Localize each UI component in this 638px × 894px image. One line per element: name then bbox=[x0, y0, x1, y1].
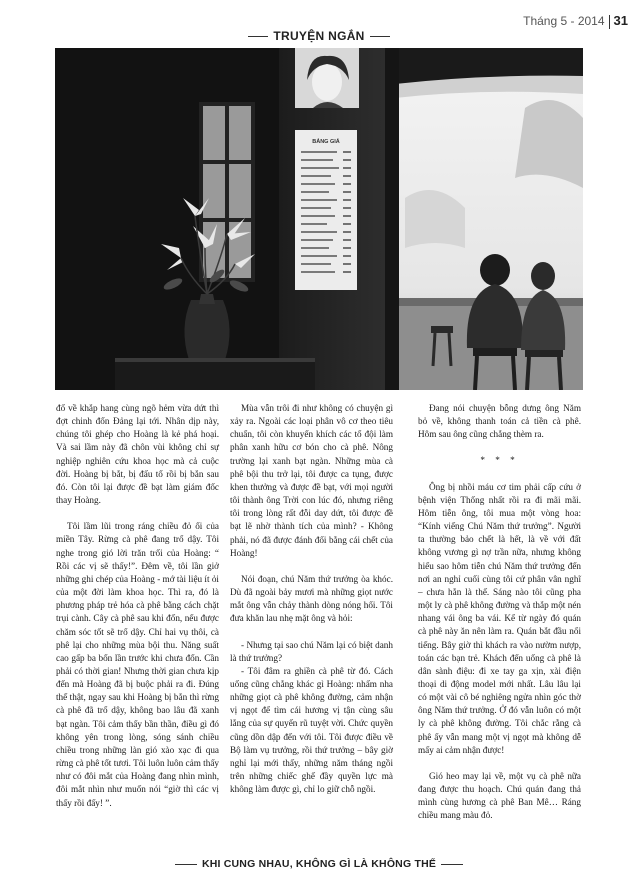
price-board-title: BẢNG GIÁ bbox=[312, 139, 340, 145]
left-rule bbox=[248, 36, 268, 37]
text-column-3 bbox=[418, 402, 581, 823]
section-label bbox=[0, 29, 638, 43]
issue-date: Tháng 5 - 2014 bbox=[523, 14, 605, 28]
paragraph: Mùa vẫn trôi đi như không có chuyện gì xảy ra. Ngoài các loại phân vô cơ theo tiêu chuẩn, tôi còn khuyến khích các tổ đội làm phân xanh hữu cơ bón cho cà phê. Nông trường lại xanh bạt ngàn. Những mùa cà phê bội thu trở lại, tôi được ca tụng, được khen thưởng và được đề bạt, với mọi người tôi thành ông Trời con lúc đó, nhưng riêng tôi trong lòng rất đỗi day dứt, tôi được đề bạt lẽ nhờ thành tích của mình? - Không phải, nó đã được đánh đổi bằng cái chết của Hoàng! bbox=[230, 403, 393, 558]
paragraph: Đang nói chuyện bỗng dưng ông Năm bỏ về, không thanh toán cả tiền cà phê. Hôm sau ông cũng chẳng thèm ra. bbox=[418, 403, 581, 440]
text-column-1 bbox=[56, 402, 219, 810]
section-break: * * * bbox=[480, 455, 519, 466]
story-photo bbox=[55, 48, 583, 390]
paragraph: Tôi lầm lũi trong ráng chiều đỏ ối của miền Tây. Rừng cà phê đang trổ dậy. Tôi nghe trong gió lời trăn trối của Hoàng: “ Rồi các vị sẽ thấy!”. Đêm về, tôi lần giở những ghi chép của Hoàng - mớ tài liệu ít ỏi của một đời làm khoa học. Thì ra, đó là phương pháp trẻ hóa cà phê bằng cách chặt trụi cành. Cây cà phê sau khi đốn, nếu được chăm sóc tốt sẽ trổ dậy. Chỉ hai vụ thôi, cà phê lại cho những mùa bội thu. Năng suất cao gấp ba bốn lần trước khi chưa đốn. Cần phải có thời gian! Nhưng thời gian chưa kịp đến mà Hoàng đã bị buộc phải ra đi. Đúng thế thật, ngay sau khi Hoàng bị bắn thì rừng cà phê đã trổ dậy, không bao lâu đã xanh bạt ngàn. Tôi cảm thấy bần thần, điều gì đó không yên trong lòng, sóng sánh chiều chiều trong những làn gió xào xạc đi qua rừng cà phê tốt tươi. Tôi luôn luôn cảm thấy như có đôi mắt của Hoàng đang nhìn mình, đôi mắt nhìn như muốn nói “giờ thì các vị thấy rồi đấy! ”. bbox=[56, 521, 219, 808]
paragraph: đổ về khắp hang cùng ngõ hẻm vừa dứt thì đợt chinh đốn Đảng lại tới. Nhân dịp này, chúng tôi ghép cho Hoàng là kẻ phá hoại. Và sai lầm này đã chôn vùi không chỉ sự nghiệp nghiên cứu khoa học mà cả cuộc đời. Hoàng bị bắt, bị đấu tố rồi bị bắn sau đó. Còn tôi lại được đề bạt làm giám đốc thay Hoàng. bbox=[56, 403, 219, 506]
right-rule bbox=[370, 36, 390, 37]
divider bbox=[609, 15, 610, 29]
dialogue-line: - Nhưng tại sao chú Năm lại có biệt danh là thứ trưởng? bbox=[230, 639, 393, 663]
cafe-scene-illustration bbox=[55, 48, 583, 390]
paragraph: Gió heo may lại về, một vụ cà phê nữa đang được thu hoạch. Chú quán đang thả mình cùng hương cà phê Ban Mê… Ráng chiều mang màu đỏ. bbox=[418, 770, 581, 821]
dialogue-line: - Tôi đâm ra ghiền cà phê từ đó. Cách uống cũng chẳng khác gì Hoàng: nhấm nha những giọt cà phê không đường, cảm nhận vị ngọt để tìm cái hương vị tận cùng sâu lắng của sự quyến rũ tuyệt vời. Chức quyền cũng dồn dập đến với tôi. Tôi được điều về Bộ làm vụ trưởng, rồi thứ trưởng – bây giờ nghỉ lại mới thấy, những năm tháng ngồi trên những chiếc ghế đầy quyền lực mà không làm được gì, chỉ lo giữ chỗ ngồi. bbox=[230, 665, 393, 795]
page-meta bbox=[523, 13, 628, 29]
price-board bbox=[295, 130, 357, 290]
section-title: TRUYỆN NGẮN bbox=[273, 29, 365, 43]
left-rule bbox=[175, 864, 197, 865]
right-rule bbox=[441, 864, 463, 865]
paragraph: Ông bị nhồi máu cơ tim phải cấp cứu ở bệnh viện Thống nhất rồi ra đi mãi mãi. Hôm tiễn ông, tôi mua một vòng hoa: “Kính viếng Chú Năm thứ trưởng”. Người ta thường bảo chết là hết, là về với đất không vương gì nợ trần nữa, nhưng không hiểu sao hôm tiễn chú Năm thứ trưởng đến nơi an nghỉ cuối cùng tôi cứ phân vân nghĩ – chưa hẳn là thế. Sáng nào tôi cũng pha một ly cà phê không đường và thắp một nén nhang vái ông ba vái. Kể từ ngày đó quán cà phê này ăn nên làm ra. Quán bắt đầu nổi tiếng. Bây giờ thì khách ra vào nườm nượp, toán các bạn trẻ. Khách đến uống cà phê là dân sành điệu: đi xe tay ga xịn, xài điện thoại di động model mới nhất. Lâu lâu lại có một vài cô bé nghiêng ngửa nhìn góc thờ ông Năm thứ trưởng. Ở đó vẫn luôn có một ly cà phê không đường. Tôi chắc rằng cà phê ấy vẫn mang một vị ngọt mà không dễ mấy ai cảm nhận được! bbox=[418, 481, 581, 755]
page-number: 31 bbox=[613, 13, 628, 28]
text-column-2 bbox=[230, 402, 393, 796]
footer bbox=[0, 858, 638, 870]
footer-tagline: KHI CUNG NHAU, KHÔNG GÌ LÀ KHÔNG THỂ bbox=[201, 858, 437, 870]
paragraph: Nói đoạn, chú Năm thứ trưởng òa khóc. Dù đã ngoài bảy mươi mà những giọt nước mắt ông vẫn chảy thành dòng nóng hổi. Tôi đưa khăn lau nhẹ mặt ông và hỏi: bbox=[230, 573, 393, 624]
